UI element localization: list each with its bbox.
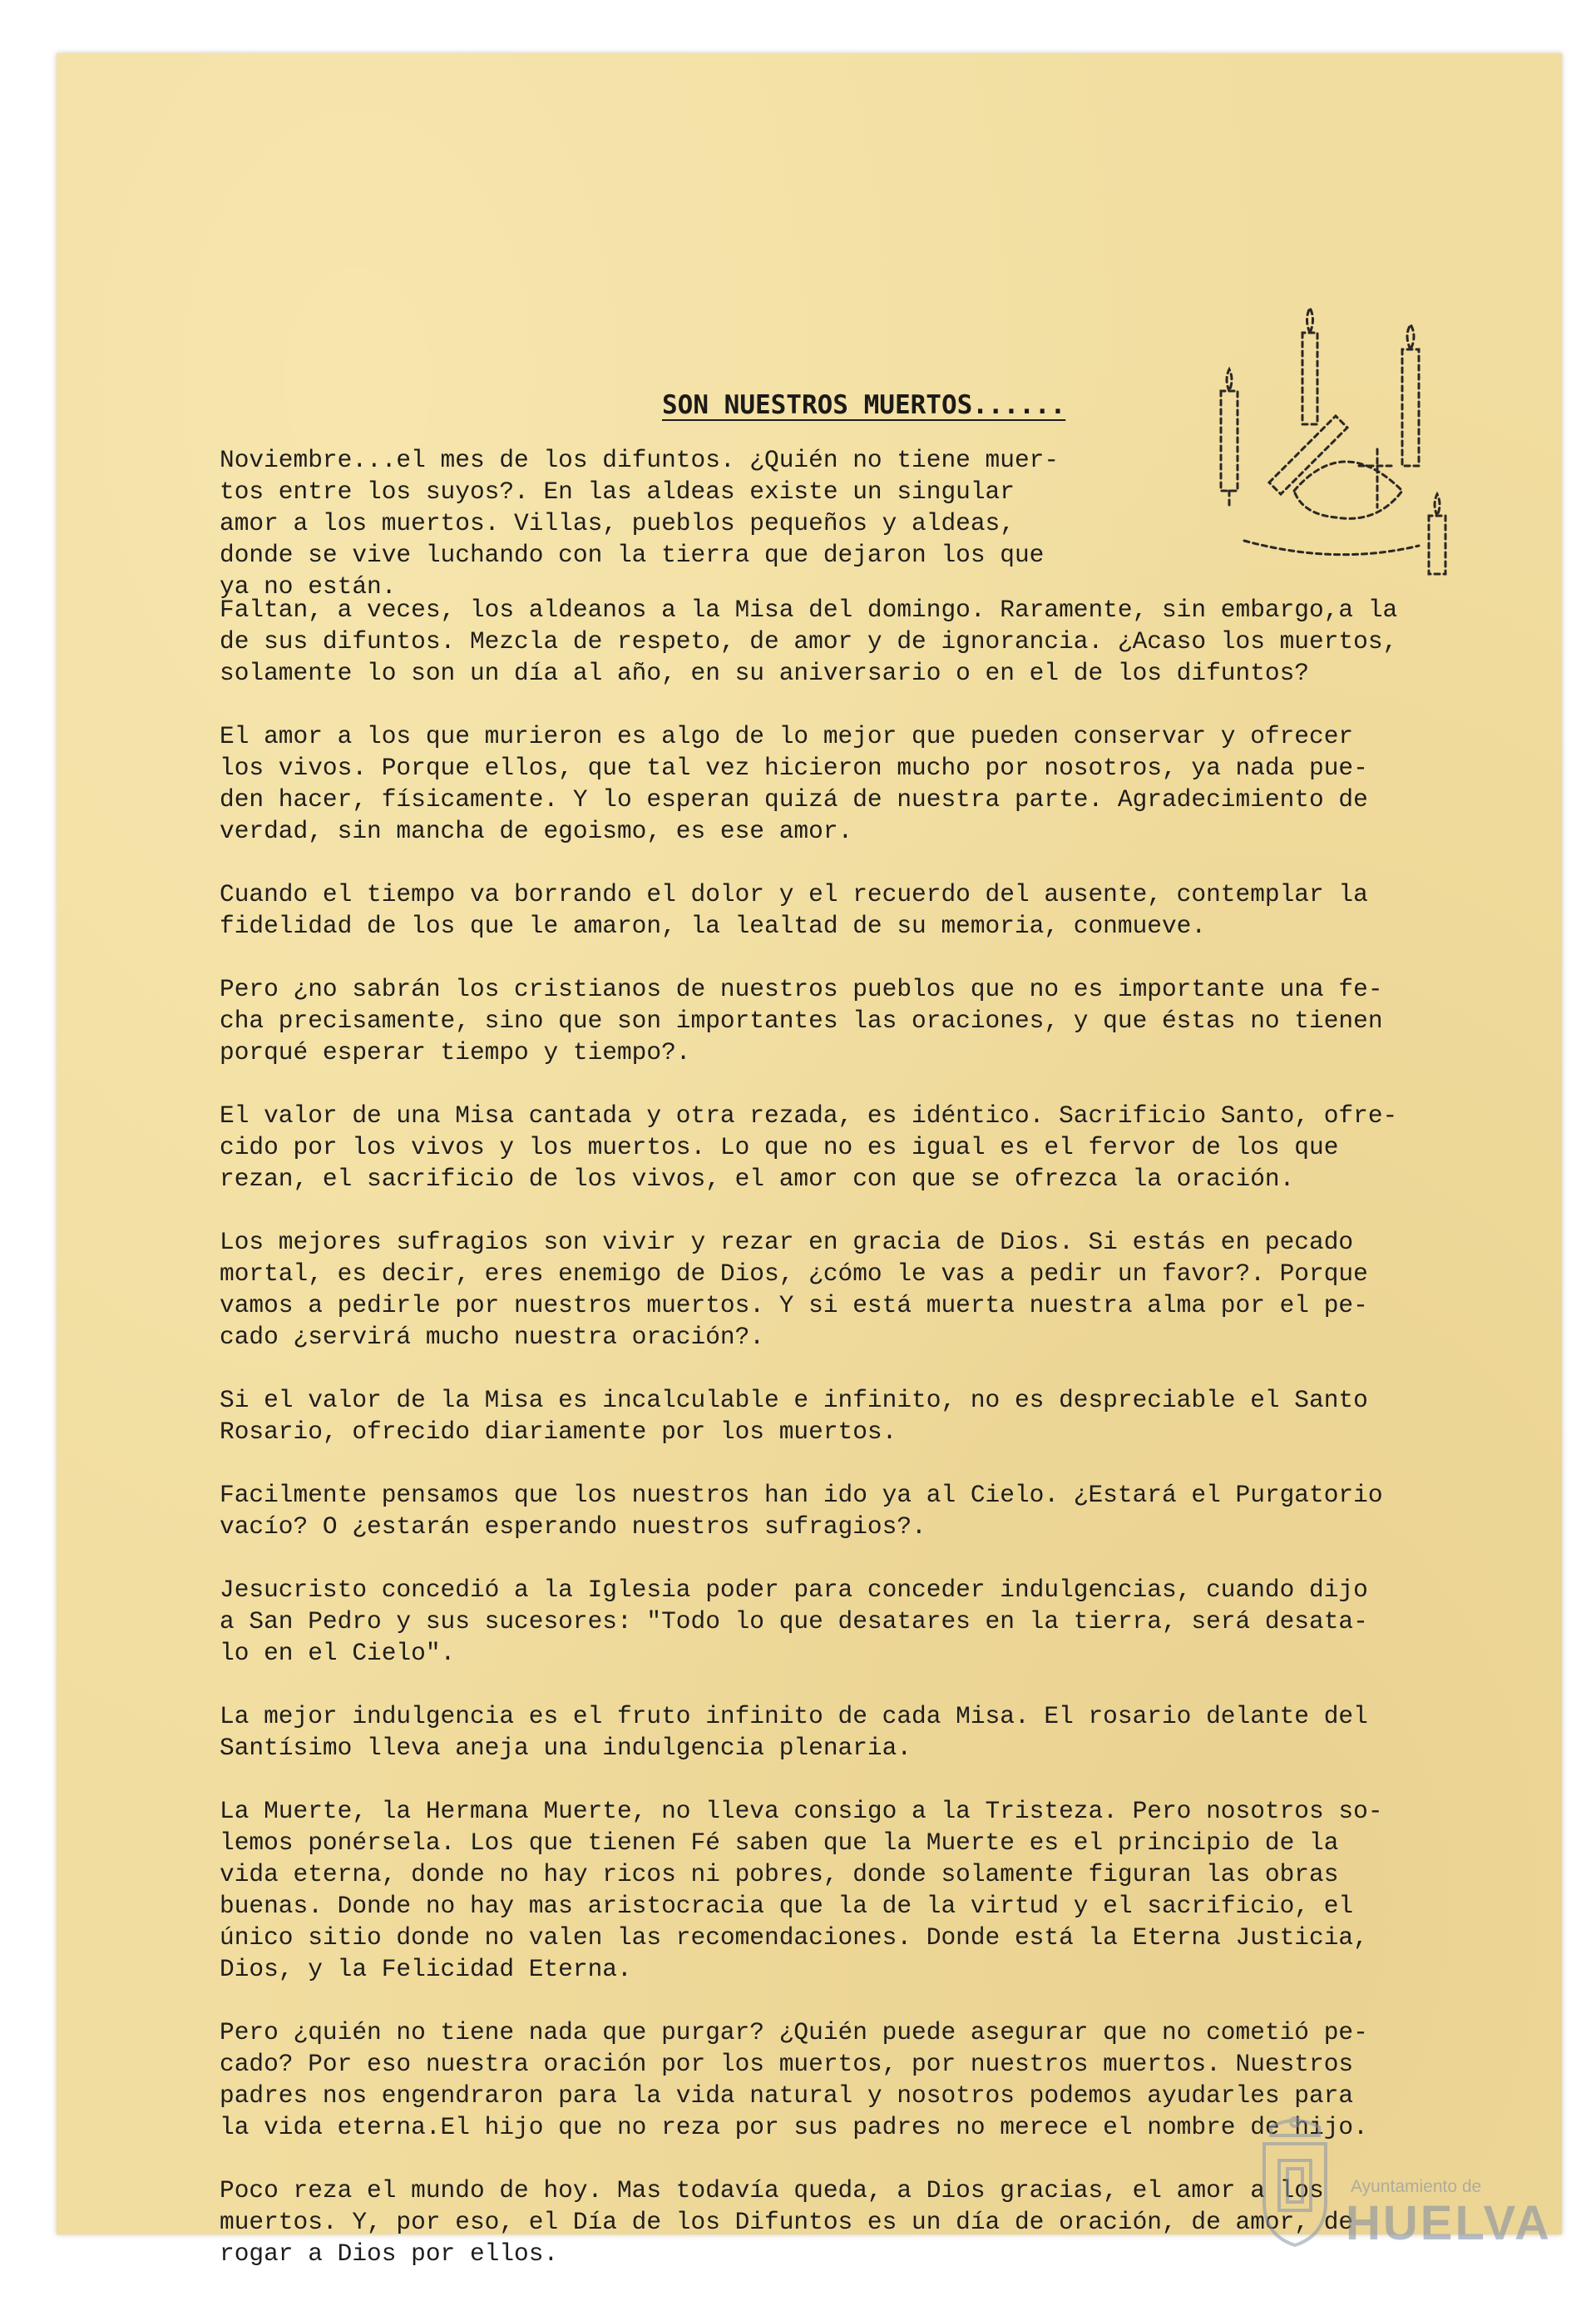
- paragraph-7: Si el valor de la Misa es incalculable e infinito, no es despreciable el Santo Rosario, ofrecido diariamente por los muertos.: [220, 1386, 1368, 1446]
- document-title: SON NUESTROS MUERTOS......: [662, 390, 1066, 420]
- watermark-line2: HUELVA: [1346, 2196, 1552, 2250]
- ayuntamiento-watermark: [1246, 2110, 1552, 2252]
- paragraph-12: Pero ¿quién no tiene nada que purgar? ¿Quién puede asegurar que no cometió pe- cado? Por eso nuestra oración por los muertos, por nuestros muertos. Nuestros padres nos engendraron para la vida natural y nosotros podemos ayudarles para la vida eterna.El hijo que no reza por sus padres no merece el nombre de hijo.: [220, 2018, 1368, 2141]
- paragraph-10: La mejor indulgencia es el fruto infinito de cada Misa. El rosario delante del Santísimo lleva aneja una indulgencia plenaria.: [220, 1702, 1368, 1762]
- paragraph-9: Jesucristo concedió a la Iglesia poder para conceder indulgencias, cuando dijo a San Pedro y sus sucesores: "Todo lo que desatares en la tierra, será desata- lo en el Cielo".: [220, 1576, 1368, 1667]
- paragraph-intro: Noviembre...el mes de los difuntos. ¿Quién no tiene muer- tos entre los suyos?. En las aldeas existe un singular amor a los muertos. Villas, pueblos pequeños y aldeas, donde se vive luchando con la tierra que dejaron los que ya no están.: [220, 446, 1060, 601]
- document-page: [57, 53, 1562, 2268]
- paragraph-2: El amor a los que murieron es algo de lo mejor que pueden conservar y ofrecer los vivos. Porque ellos, que tal vez hicieron mucho por nosotros, ya nada pue- den hacer, físicamente. Y lo esperan quizá de nuestra parte. Agradecimiento de verdad, sin mancha de egoismo, es ese amor.: [220, 722, 1368, 845]
- paragraph-5: El valor de una Misa cantada y otra rezada, es idéntico. Sacrificio Santo, ofre- cido por los vivos y los muertos. Lo que no es igual es el fervor de los que rezan, el sacrificio de los vivos, el amor con que se ofrezca la oración.: [220, 1101, 1398, 1193]
- paragraph-3: Cuando el tiempo va borrando el dolor y el recuerdo del ausente, contemplar la fidelidad de los que le amaron, la lealtad de su memoria, conmueve.: [220, 880, 1368, 940]
- candles-icon: [1211, 299, 1460, 582]
- paragraph-1: Faltan, a veces, los aldeanos a la Misa del domingo. Raramente, sin embargo,a la de sus difuntos. Mezcla de respeto, de amor y de ignorancia. ¿Acaso los muertos, solamente lo son un día al año, en su aniversario o en el de los difuntos?: [220, 596, 1398, 687]
- paragraph-11: La Muerte, la Hermana Muerte, no lleva consigo a la Tristeza. Pero nosotros so- lemos ponérsela. Los que tienen Fé saben que la Muerte es el principio de la vida eterna, donde no hay ricos ni pobres, donde solamente figuran las obras buenas. Donde no hay mas aristocracia que la de la virtud y el sacrificio, el único sitio donde no valen las recomendaciones. Donde está la Eterna Justicia, Dios, y la Felicidad Eterna.: [220, 1797, 1383, 1983]
- paragraph-6: Los mejores sufragios son vivir y rezar en gracia de Dios. Si estás en pecado mortal, es decir, eres enemigo de Dios, ¿cómo le vas a pedir un favor?. Porque vamos a pedirle por nuestros muertos. Y si está muerta nuestra alma por el pe- cado ¿servirá mucho nuestra oración?.: [220, 1228, 1368, 1351]
- watermark-line1: Ayuntamiento de: [1351, 2177, 1482, 2196]
- paragraph-13: Poco reza el mundo de hoy. Mas todavía queda, a Dios gracias, el amor a los muertos. Y, por eso, el Día de los Difuntos es un día de oración, de amor, de rogar a Dios por ellos.: [220, 2176, 1354, 2268]
- paragraph-4: Pero ¿no sabrán los cristianos de nuestros pueblos que no es importante una fe- cha precisamente, sino que son importantes las oraciones, y que éstas no tienen porqué esperar tiempo y tiempo?.: [220, 975, 1383, 1066]
- paragraph-8: Facilmente pensamos que los nuestros han ido ya al Cielo. ¿Estará el Purgatorio vacío? O ¿estarán esperando nuestros sufragios?.: [220, 1481, 1383, 1541]
- body-text: [220, 594, 1550, 2301]
- crest-icon: [1246, 2110, 1344, 2250]
